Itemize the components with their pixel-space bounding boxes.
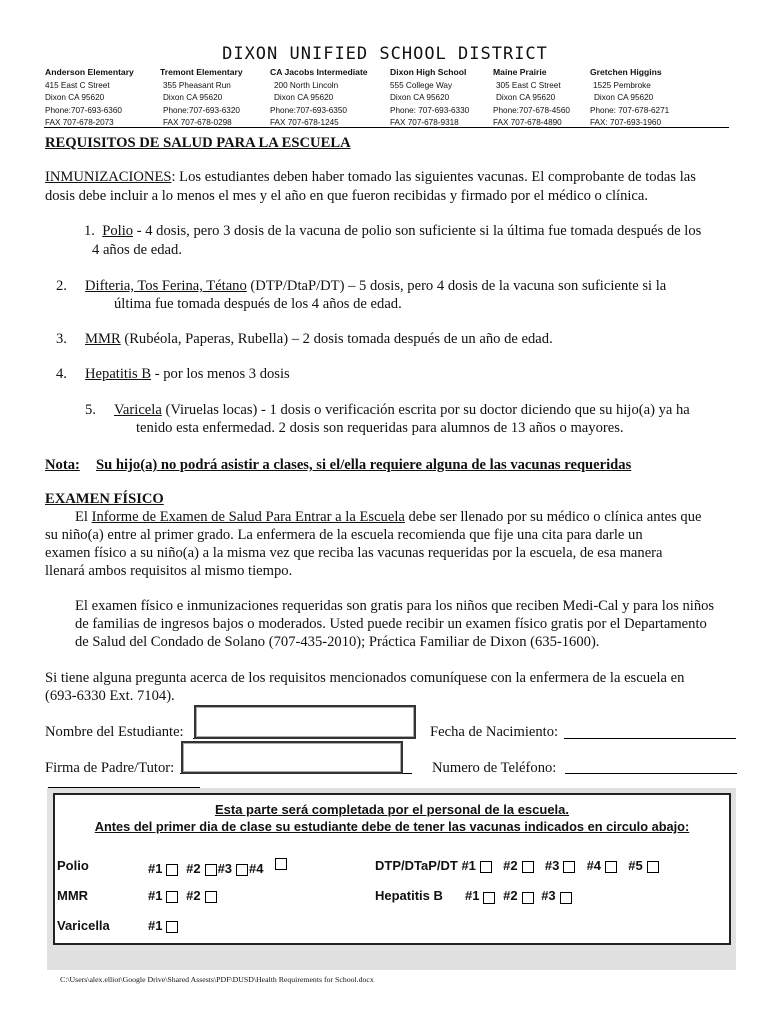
varicella-label: Varicella bbox=[57, 918, 110, 933]
header-divider bbox=[44, 127, 729, 128]
hepb-dose3-checkbox[interactable] bbox=[560, 892, 572, 904]
physical-exam-p2-line2: de familias de ingresos bajos o moderados. Usted puede recibir un examen físico gratis por el Departamento bbox=[75, 616, 707, 632]
questions-line2: (693-6330 Ext. 7104). bbox=[45, 688, 175, 704]
dose-label: #3 bbox=[544, 858, 560, 873]
staff-section-subtitle: Antes del primer dia de clase su estudiante debe de tener las vacunas indicados en circulo abajo: bbox=[94, 819, 690, 834]
physical-exam-p1-line1 bbox=[75, 507, 702, 527]
dose-label: #1 bbox=[461, 858, 476, 873]
vaccine-name: Polio bbox=[102, 223, 134, 239]
parent-signature-field[interactable] bbox=[181, 741, 403, 774]
polio-dose1-checkbox[interactable] bbox=[166, 864, 178, 876]
dtp-dose1-checkbox[interactable] bbox=[480, 861, 492, 873]
dtp-dose2-checkbox[interactable] bbox=[522, 861, 534, 873]
dose-label: #2 bbox=[503, 858, 518, 873]
vaccine-item-mmr bbox=[85, 329, 553, 349]
phone-number-field[interactable] bbox=[565, 773, 737, 774]
dose-label: #1 bbox=[148, 918, 163, 933]
health-exam-report-link: Informe de Examen de Salud Para Entrar a la Escuela bbox=[91, 509, 405, 525]
physical-exam-p2-line1: El examen físico e inmunizaciones requeridas son gratis para los niños que reciben Medi-Cal y para los niños bbox=[75, 598, 715, 614]
staff-section-box bbox=[53, 793, 731, 945]
school-dixon-high bbox=[390, 66, 505, 130]
polio-dose4-checkbox[interactable] bbox=[275, 858, 287, 870]
school-phone: Phone: 707-693-6330 bbox=[390, 105, 470, 115]
mmr-label: MMR bbox=[57, 888, 89, 903]
school-city: Dixon CA 95620 bbox=[274, 93, 334, 102]
item-number: 2. bbox=[56, 278, 67, 294]
polio-label: Polio bbox=[57, 858, 89, 873]
questions-line1: Si tiene alguna pregunta acerca de los requisitos mencionados comuníquese con la enfermera de la escuela en bbox=[45, 670, 685, 686]
school-ca-jacobs bbox=[270, 66, 385, 130]
vaccine-item-dtp bbox=[85, 276, 666, 296]
school-city: Dixon CA 95620 bbox=[594, 93, 654, 102]
birth-date-label: Fecha de Nacimiento: bbox=[430, 724, 559, 740]
school-city: Dixon CA 95620 bbox=[45, 93, 105, 102]
school-phone: Phone:707-693-6360 bbox=[45, 105, 122, 115]
dtp-dose5-checkbox[interactable] bbox=[647, 861, 659, 873]
note-label: Nota: bbox=[45, 457, 80, 473]
dose-label: #1 bbox=[465, 888, 480, 903]
polio-doses bbox=[148, 858, 291, 876]
dose-label: #1 bbox=[148, 888, 163, 903]
school-name: Anderson Elementary bbox=[45, 67, 134, 77]
vaccine-name: Hepatitis B bbox=[85, 366, 152, 382]
immunizations-intro-text: : Los estudiantes deben haber tomado las siguientes vacunas. El comprobante de todas las bbox=[171, 169, 696, 185]
note-text: Su hijo(a) no podrá asistir a clases, si el/ella requiere alguna de las vacunas requeridas bbox=[96, 457, 632, 473]
physical-exam-p1-line2: su niño(a) entre al primer grado. La enfermera de la escuela recomienda que fije una cita para darle un bbox=[45, 527, 643, 543]
school-fax: FAX 707-678-9318 bbox=[390, 118, 459, 127]
polio-dose3-checkbox[interactable] bbox=[236, 864, 248, 876]
district-title: DIXON UNIFIED SCHOOL DISTRICT bbox=[222, 44, 548, 64]
dose-label: #3 bbox=[541, 888, 556, 903]
vaccine-detail: (DTP/DtaP/DT) – 5 dosis, pero 4 dosis de la vacuna son suficiente si la bbox=[246, 278, 667, 294]
school-fax: FAX 707-678-4890 bbox=[493, 118, 562, 127]
vaccine-name: Difteria, Tos Ferina, Tétano bbox=[85, 278, 247, 294]
dose-label: #5 bbox=[628, 858, 643, 873]
school-fax: FAX 707-678-2073 bbox=[45, 118, 114, 127]
immunizations-label: INMUNIZACIONES bbox=[45, 169, 172, 185]
immunizations-intro-line2: dosis debe incluir a lo menos el mes y el año en que fueron recibidas y firmado por el médico o clínica. bbox=[45, 188, 649, 204]
dtp-label: DTP/DTaP/DT bbox=[375, 858, 458, 873]
school-phone: Phone:707-693-6320 bbox=[163, 105, 240, 115]
hepb-dose2-checkbox[interactable] bbox=[522, 892, 534, 904]
item-number: 1. bbox=[84, 223, 95, 239]
physical-exam-p1-line3: examen físico a su niño(a) a la misma vez que reciba las vacunas requeridas por la escuela, de esa manera bbox=[45, 545, 663, 561]
hepatitis-b-doses bbox=[465, 888, 576, 904]
school-city: Dixon CA 95620 bbox=[390, 93, 450, 102]
staff-section-panel bbox=[47, 788, 736, 970]
vaccine-name: MMR bbox=[85, 331, 121, 347]
vaccine-detail: - por los menos 3 dosis bbox=[151, 366, 290, 382]
student-name-field[interactable] bbox=[194, 705, 416, 739]
vaccine-item-varicela bbox=[114, 400, 690, 420]
hepb-dose1-checkbox[interactable] bbox=[483, 892, 495, 904]
vaccine-detail: - 4 dosis, pero 3 dosis de la vacuna de polio son suficiente si la última fue tomada después de los bbox=[133, 223, 702, 239]
dose-label: #2 bbox=[186, 888, 201, 903]
vaccine-detail: (Rubéola, Paperas, Rubella) – 2 dosis tomada después de un año de edad. bbox=[120, 331, 553, 347]
school-name: Maine Prairie bbox=[493, 67, 547, 77]
physical-exam-pre: El bbox=[75, 509, 92, 525]
school-gretchen-higgins bbox=[590, 66, 705, 130]
vaccine-detail-line2: última fue tomada después de los 4 años de edad. bbox=[114, 296, 402, 312]
item-number: 3. bbox=[56, 331, 67, 347]
dtp-dose3-checkbox[interactable] bbox=[563, 861, 575, 873]
school-street: 415 East C Street bbox=[45, 80, 110, 90]
mmr-dose2-checkbox[interactable] bbox=[205, 891, 217, 903]
varicella-doses bbox=[148, 918, 182, 933]
dtp-dose4-checkbox[interactable] bbox=[605, 861, 617, 873]
parent-signature-label: Firma de Padre/Tutor: bbox=[45, 760, 175, 776]
school-phone: Phone: 707-678-6271 bbox=[590, 105, 670, 115]
dose-label: #3 bbox=[217, 861, 233, 876]
school-street: 305 East C Street bbox=[496, 80, 561, 90]
school-street: 200 North Lincoln bbox=[274, 80, 339, 90]
physical-exam-p2-line3: de Salud del Condado de Solano (707-435-2010); Práctica Familiar de Dixon (635-1600). bbox=[75, 634, 600, 650]
student-name-label: Nombre del Estudiante: bbox=[45, 724, 184, 740]
physical-exam-heading: EXAMEN FÍSICO bbox=[45, 491, 164, 507]
vaccine-name: Varicela bbox=[114, 402, 162, 418]
school-anderson bbox=[45, 66, 160, 130]
page-title: REQUISITOS DE SALUD PARA LA ESCUELA bbox=[45, 135, 351, 151]
staff-section-title: Esta parte será completada por el personal de la escuela. bbox=[214, 802, 570, 817]
vaccine-item-polio bbox=[84, 221, 701, 241]
school-city: Dixon CA 95620 bbox=[496, 93, 556, 102]
vaccine-detail: (Viruelas locas) - 1 dosis o verificación escrita por su doctor diciendo que su hijo(a) ya ha bbox=[161, 402, 690, 418]
physical-exam-post: debe ser llenado por su médico o clínica antes que bbox=[404, 509, 702, 525]
varicella-dose1-checkbox[interactable] bbox=[166, 921, 178, 933]
dose-label: #4 bbox=[586, 858, 602, 873]
dose-label: #2 bbox=[503, 888, 518, 903]
school-name: Gretchen Higgins bbox=[590, 67, 662, 77]
phone-number-label: Numero de Teléfono: bbox=[432, 760, 557, 776]
dose-label: #2 bbox=[186, 861, 201, 876]
school-fax: FAX 707-678-1245 bbox=[270, 118, 339, 127]
vaccine-item-hepatitis-b bbox=[85, 364, 290, 384]
school-name: CA Jacobs Intermediate bbox=[270, 67, 368, 77]
hepatitis-b-label: Hepatitis B bbox=[375, 888, 443, 903]
dose-label: #4 bbox=[249, 861, 264, 876]
school-street: 555 College Way bbox=[390, 80, 453, 90]
birth-date-field[interactable] bbox=[564, 738, 736, 739]
school-city: Dixon CA 95620 bbox=[163, 93, 223, 102]
school-phone: Phone:707-693-6350 bbox=[270, 105, 347, 115]
physical-exam-p1-line4: llenará ambos requisitos al mismo tiempo. bbox=[45, 563, 293, 579]
file-path-footer: C:\Users\alex.elliot\Google Drive\Shared Assests\PDF\DUSD\Health Requirements for School.docx bbox=[60, 975, 374, 984]
vaccine-detail-line2: tenido esta enfermedad. 2 dosis son requeridas para alumnos de 13 años o mayores. bbox=[136, 420, 624, 436]
vaccine-detail-line2: 4 años de edad. bbox=[92, 242, 182, 258]
school-tremont bbox=[160, 66, 275, 130]
school-fax: FAX 707-678-0298 bbox=[163, 118, 232, 127]
school-fax: FAX: 707-693-1960 bbox=[590, 118, 662, 127]
mmr-doses bbox=[148, 888, 221, 903]
dose-label: #1 bbox=[148, 861, 163, 876]
polio-dose2-checkbox[interactable] bbox=[205, 864, 217, 876]
item-number: 4. bbox=[56, 366, 67, 382]
school-name: Dixon High School bbox=[390, 67, 467, 77]
immunizations-intro-line1 bbox=[45, 167, 696, 187]
school-phone: Phone:707-678-4560 bbox=[493, 105, 570, 115]
school-name: Tremont Elementary bbox=[160, 67, 243, 77]
dtp-doses bbox=[375, 858, 663, 873]
mmr-dose1-checkbox[interactable] bbox=[166, 891, 178, 903]
school-street: 1525 Pembroke bbox=[593, 80, 651, 90]
school-street: 355 Pheasant Run bbox=[163, 80, 231, 90]
item-number: 5. bbox=[85, 402, 96, 418]
